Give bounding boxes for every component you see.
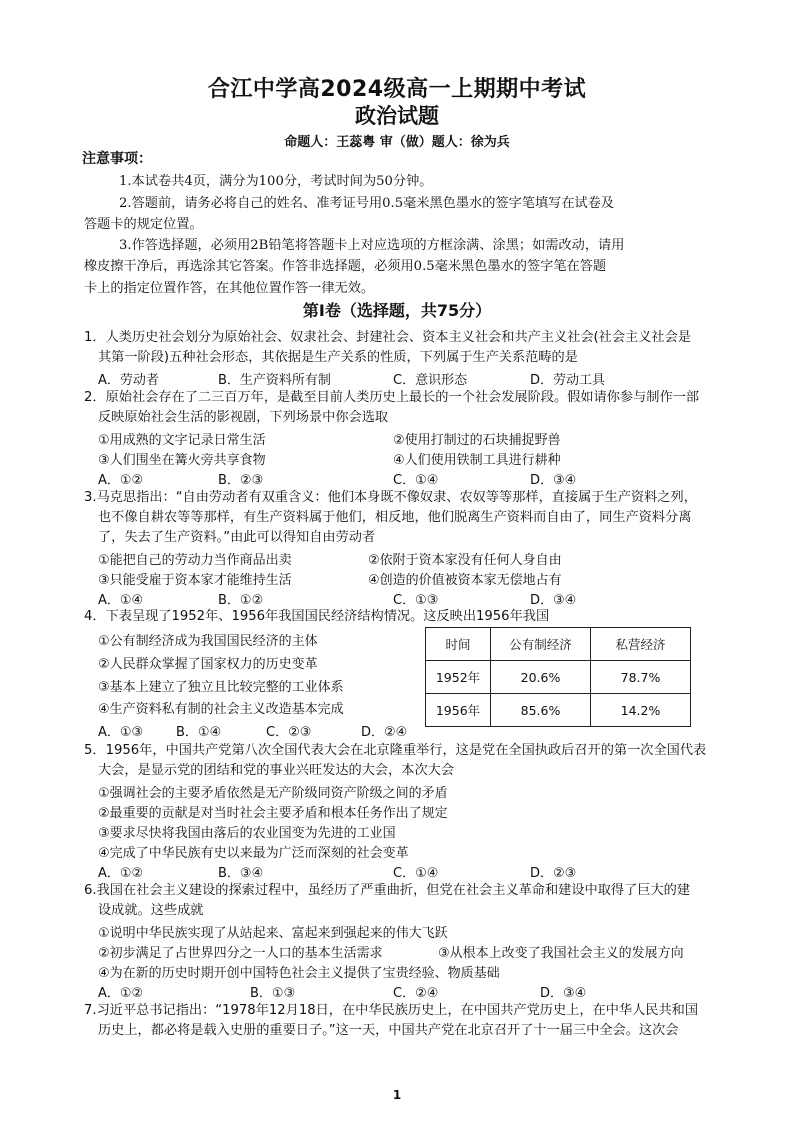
question-5-text: 大会，是显示党的团结和党的事业兴旺发达的大会，本次大会 xyxy=(98,763,455,778)
question-3-text: 了，失去了生产资料。”由此可以得知自由劳动者 xyxy=(98,530,376,545)
section-title: 第Ⅰ卷（选择题，共75分） xyxy=(302,301,492,320)
q4-option-d: D．②④ xyxy=(361,725,408,740)
notice-item: 3.作答选择题，必须用2B铅笔将答题卡上对应选项的方框涂满、涂黑；如需改动，请用 xyxy=(119,238,625,253)
q3-item-3: ③只能受雇于资本家才能维持生活 xyxy=(98,573,292,588)
q2-option-c: C．①④ xyxy=(393,473,439,488)
notice-heading: 注意事项： xyxy=(82,151,152,167)
question-3-text: 也不像自耕农等等那样，有生产资料属于他们，相反地，他们脱离生产资料而自由了，同生产资料分离 xyxy=(98,510,692,525)
question-3-text: 3.马克思指出：“自由劳动者有双重含义：他们本身既不像奴隶、农奴等等那样，直接属于生产资料之列， xyxy=(84,490,697,505)
table-row xyxy=(426,661,691,694)
q5-item-4: ④完成了中华民族有史以来最为广泛而深刻的社会变革 xyxy=(98,846,409,861)
q1-option-a: A．劳动者 xyxy=(98,373,159,388)
question-1-text: 其第一阶段)五种社会形态，其依据是生产关系的性质，下列属于生产关系范畴的是 xyxy=(98,350,578,365)
q6-item-2: ②初步满足了占世界四分之一人口的基本生活需求 xyxy=(98,946,383,961)
q6-item-4: ④为在新的历史时期开创中国特色社会主义提供了宝贵经验、物质基础 xyxy=(98,966,500,981)
question-6-text: 6.我国在社会主义建设的探索过程中，虽经历了严重曲折，但党在社会主义革命和建设中取得了巨大的建 xyxy=(84,883,691,898)
q3-option-b: B．①② xyxy=(218,593,264,608)
q2-item-3: ③人们围坐在篝火旁共享食物 xyxy=(98,453,266,468)
notice-item: 1.本试卷共4页，满分为100分，考试时间为50分钟。 xyxy=(119,174,433,189)
q2-option-a: A．①② xyxy=(98,473,144,488)
q2-item-4: ④人们使用铁制工具进行耕种 xyxy=(393,453,561,468)
q6-option-b: B．①③ xyxy=(250,986,296,1001)
notice-item: 橡皮擦干净后，再选涂其它答案。作答非选择题，必须用0.5毫米黑色墨水的签字笔在答题 xyxy=(84,259,607,274)
q2-option-b: B．②③ xyxy=(218,473,264,488)
q4-item-1: ①公有制经济成为我国国民经济的主体 xyxy=(98,634,318,649)
q3-option-a: A．①④ xyxy=(98,593,144,608)
q5-item-2: ②最重要的贡献是对当时社会主要矛盾和根本任务作出了规定 xyxy=(98,806,448,821)
q5-item-3: ③要求尽快将我国由落后的农业国变为先进的工业国 xyxy=(98,826,396,841)
notice-item: 答题卡的规定位置。 xyxy=(84,217,203,232)
question-7-text: 历史上，都必将是载入史册的重要日子。”这一天，中国共产党在北京召开了十一届三中全会。这次会 xyxy=(98,1023,679,1038)
q5-option-a: A．①② xyxy=(98,866,144,881)
q4-item-4: ④生产资料私有制的社会主义改造基本完成 xyxy=(98,702,344,717)
notice-item: 2.答题前，请务必将自己的姓名、准考证号用0.5毫米黑色墨水的签字笔填写在试卷及 xyxy=(119,196,615,211)
q2-item-2: ②使用打制过的石块捕捉野兽 xyxy=(393,433,561,448)
table-header-cell: 私营经济 xyxy=(591,628,691,661)
q5-option-b: B．③④ xyxy=(218,866,264,881)
table-cell: 14.2% xyxy=(591,694,691,727)
exam-title: 合江中学高2024级高一上期期中考试 xyxy=(207,77,587,102)
table-cell: 1952年 xyxy=(426,661,491,694)
q3-item-2: ②依附于资本家没有任何人身自由 xyxy=(368,553,562,568)
q2-option-d: D．③④ xyxy=(530,473,577,488)
table-cell: 20.6% xyxy=(491,661,591,694)
notice-item: 卡上的指定位置作答，在其他位置作答一律无效。 xyxy=(84,281,375,296)
table-row xyxy=(426,694,691,727)
q1-option-b: B．生产资料所有制 xyxy=(218,373,331,388)
q6-item-1: ①说明中华民族实现了从站起来、富起来到强起来的伟大飞跃 xyxy=(98,926,448,941)
exam-authors: 命题人：王蕊粤 审（做）题人：徐为兵 xyxy=(284,135,510,150)
q3-item-4: ④创造的价值被资本家无偿地占有 xyxy=(368,573,562,588)
table-cell: 1956年 xyxy=(426,694,491,727)
question-2-text: 反映原始社会生活的影视剧，下列场景中你会选取 xyxy=(98,410,389,425)
table-header-cell: 公有制经济 xyxy=(491,628,591,661)
economy-structure-table xyxy=(425,627,691,727)
q5-item-1: ①强调社会的主要矛盾依然是无产阶级同资产阶级之间的矛盾 xyxy=(98,786,448,801)
q4-option-c: C．②③ xyxy=(266,725,312,740)
question-4-text: 4．下表呈现了1952年、1956年我国国民经济结构情况。这反映出1956年我国 xyxy=(84,609,550,624)
q4-option-a: A．①③ xyxy=(98,725,144,740)
page-number: 1 xyxy=(392,1088,402,1102)
q5-option-d: D．②③ xyxy=(530,866,577,881)
question-5-text: 5．1956年，中国共产党第八次全国代表大会在北京隆重举行，这是党在全国执政后召开的第一次全国代表 xyxy=(84,743,707,758)
q3-item-1: ①能把自己的劳动力当作商品出卖 xyxy=(98,553,292,568)
q6-option-a: A．①② xyxy=(98,986,144,1001)
question-1-text: 1．人类历史社会划分为原始社会、奴隶社会、封建社会、资本主义社会和共产主义社会(社会主义社会是 xyxy=(84,330,691,345)
q2-item-1: ①用成熟的文字记录日常生活 xyxy=(98,433,266,448)
question-2-text: 2．原始社会存在了二三百万年，是截至目前人类历史上最长的一个社会发展阶段。假如请你参与制作一部 xyxy=(84,390,700,405)
q4-option-b: B．①④ xyxy=(176,725,222,740)
q6-option-c: C．②④ xyxy=(393,986,439,1001)
exam-subtitle: 政治试题 xyxy=(355,104,439,128)
question-6-text: 设成就。这些成就 xyxy=(98,903,204,918)
q3-option-d: D．③④ xyxy=(530,593,577,608)
question-7-text: 7.习近平总书记指出：“1978年12月18日，在中华民族历史上，在中国共产党历史上，在中华人民共和国 xyxy=(84,1003,699,1018)
table-cell: 85.6% xyxy=(491,694,591,727)
table-cell: 78.7% xyxy=(591,661,691,694)
q4-item-3: ③基本上建立了独立且比较完整的工业体系 xyxy=(98,680,344,695)
q3-option-c: C．①③ xyxy=(393,593,439,608)
q4-item-2: ②人民群众掌握了国家权力的历史变革 xyxy=(98,657,318,672)
table-header-cell: 时间 xyxy=(426,628,491,661)
q6-item-3: ③从根本上改变了我国社会主义的发展方向 xyxy=(438,946,684,961)
q6-option-d: D．③④ xyxy=(540,986,587,1001)
q1-option-d: D．劳动工具 xyxy=(530,373,606,388)
q5-option-c: C．①④ xyxy=(393,866,439,881)
table-header-row xyxy=(426,628,691,661)
q1-option-c: C．意识形态 xyxy=(393,373,468,388)
